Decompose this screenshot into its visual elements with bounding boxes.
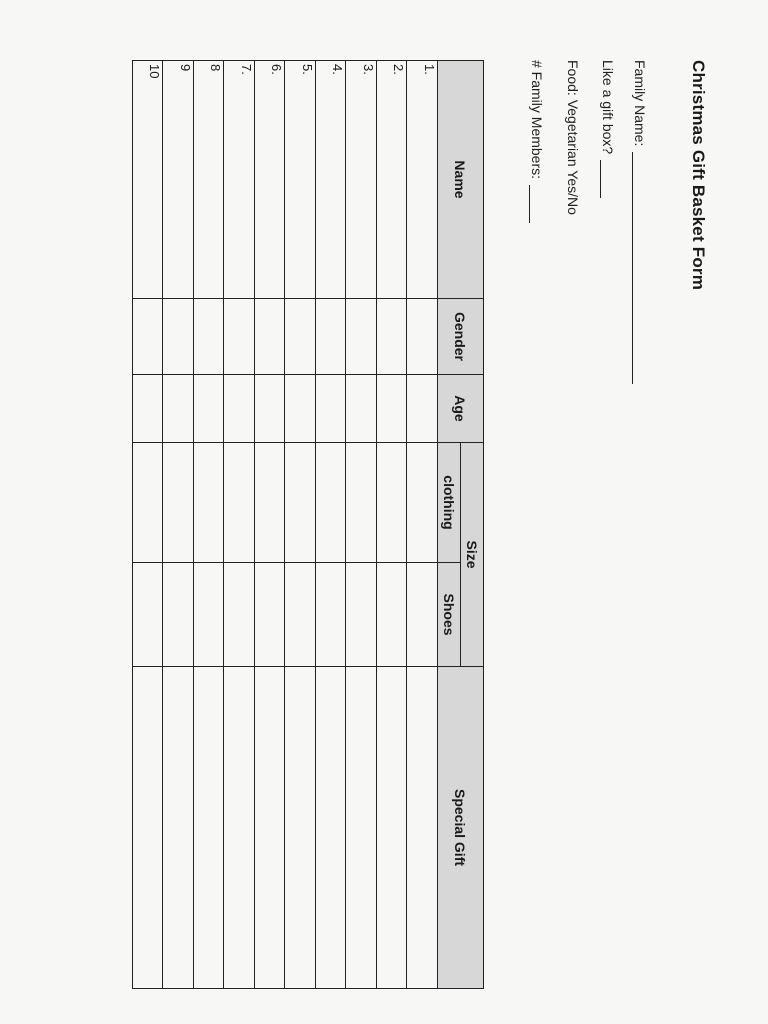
shoe-size-cell[interactable]	[285, 563, 316, 667]
gender-cell[interactable]	[224, 299, 255, 375]
family-members-label: # Family Members:	[529, 60, 545, 180]
header-name: Name	[438, 61, 484, 299]
clothing-size-cell[interactable]	[346, 443, 377, 563]
shoe-size-cell[interactable]	[224, 563, 255, 667]
row-number: 6.	[269, 64, 285, 75]
special-gift-cell[interactable]	[285, 667, 316, 989]
age-cell[interactable]	[285, 375, 316, 443]
age-cell[interactable]	[407, 375, 438, 443]
clothing-size-cell[interactable]	[285, 443, 316, 563]
gender-cell[interactable]	[316, 299, 347, 375]
name-cell[interactable]	[316, 61, 347, 299]
table-row	[377, 61, 408, 989]
clothing-size-cell[interactable]	[377, 443, 408, 563]
row-number: 2.	[391, 64, 407, 75]
shoe-size-cell[interactable]	[194, 563, 225, 667]
gift-box-label: Like a gift box?	[600, 60, 616, 155]
clothing-size-cell[interactable]	[163, 443, 194, 563]
members-table	[132, 60, 484, 989]
row-number: 1.	[422, 64, 437, 75]
vegetarian-field	[565, 60, 581, 215]
family-name-label: Family Name:	[632, 60, 648, 147]
special-gift-cell[interactable]	[163, 667, 194, 989]
gender-cell[interactable]	[285, 299, 316, 375]
name-cell[interactable]	[224, 61, 255, 299]
gender-cell[interactable]	[377, 299, 408, 375]
row-number: 3.	[361, 64, 376, 75]
gift-box-field	[600, 60, 616, 198]
row-number: 4.	[330, 64, 346, 75]
table-row	[163, 61, 194, 989]
clothing-size-cell[interactable]	[255, 443, 286, 563]
table-row	[407, 61, 438, 989]
shoe-size-cell[interactable]	[133, 563, 164, 667]
shoe-size-cell[interactable]	[163, 563, 194, 667]
table-row	[255, 61, 286, 989]
header-shoes: Shoes	[438, 563, 461, 667]
special-gift-cell[interactable]	[255, 667, 286, 989]
special-gift-cell[interactable]	[224, 667, 255, 989]
name-cell[interactable]	[285, 61, 316, 299]
age-cell[interactable]	[194, 375, 225, 443]
gender-cell[interactable]	[407, 299, 438, 375]
table-row	[346, 61, 377, 989]
header-gender: Gender	[438, 299, 484, 375]
name-cell[interactable]	[407, 61, 438, 299]
gender-cell[interactable]	[255, 299, 286, 375]
name-cell[interactable]	[346, 61, 377, 299]
age-cell[interactable]	[377, 375, 408, 443]
shoe-size-cell[interactable]	[255, 563, 286, 667]
gift-box-blank-line[interactable]	[600, 160, 615, 198]
special-gift-cell[interactable]	[316, 667, 347, 989]
table-row	[194, 61, 225, 989]
table-row	[133, 61, 164, 989]
age-cell[interactable]	[255, 375, 286, 443]
clothing-size-cell[interactable]	[133, 443, 164, 563]
family-name-blank-line[interactable]	[632, 152, 647, 384]
family-name-field	[632, 60, 648, 384]
gender-cell[interactable]	[346, 299, 377, 375]
name-cell[interactable]	[194, 61, 225, 299]
row-number: 10	[147, 64, 163, 79]
table-row	[285, 61, 316, 989]
vegetarian-label: Food: Vegetarian Yes/No	[565, 60, 581, 215]
age-cell[interactable]	[346, 375, 377, 443]
header-special-gift: Special Gift	[438, 667, 484, 989]
special-gift-cell[interactable]	[377, 667, 408, 989]
header-age: Age	[438, 375, 484, 443]
form-title: Christmas Gift Basket Form	[689, 60, 708, 291]
special-gift-cell[interactable]	[194, 667, 225, 989]
shoe-size-cell[interactable]	[407, 563, 438, 667]
clothing-size-cell[interactable]	[224, 443, 255, 563]
special-gift-cell[interactable]	[407, 667, 438, 989]
gender-cell[interactable]	[194, 299, 225, 375]
gender-cell[interactable]	[163, 299, 194, 375]
name-cell[interactable]	[163, 61, 194, 299]
shoe-size-cell[interactable]	[377, 563, 408, 667]
shoe-size-cell[interactable]	[346, 563, 377, 667]
clothing-size-cell[interactable]	[316, 443, 347, 563]
header-clothing: clothing	[438, 443, 461, 563]
table-row	[316, 61, 347, 989]
family-members-field	[529, 60, 545, 223]
name-cell[interactable]	[255, 61, 286, 299]
family-members-blank-line[interactable]	[529, 185, 544, 223]
age-cell[interactable]	[224, 375, 255, 443]
row-number: 8	[208, 64, 224, 72]
special-gift-cell[interactable]	[346, 667, 377, 989]
row-number: 9	[178, 64, 193, 72]
shoe-size-cell[interactable]	[316, 563, 347, 667]
name-cell[interactable]	[133, 61, 164, 299]
age-cell[interactable]	[163, 375, 194, 443]
age-cell[interactable]	[316, 375, 347, 443]
age-cell[interactable]	[133, 375, 164, 443]
special-gift-cell[interactable]	[133, 667, 164, 989]
name-cell[interactable]	[377, 61, 408, 299]
table-row	[224, 61, 255, 989]
clothing-size-cell[interactable]	[407, 443, 438, 563]
header-size: Size	[461, 443, 484, 667]
row-number: 7.	[239, 64, 254, 75]
clothing-size-cell[interactable]	[194, 443, 225, 563]
gender-cell[interactable]	[133, 299, 164, 375]
row-number: 5.	[300, 64, 315, 75]
